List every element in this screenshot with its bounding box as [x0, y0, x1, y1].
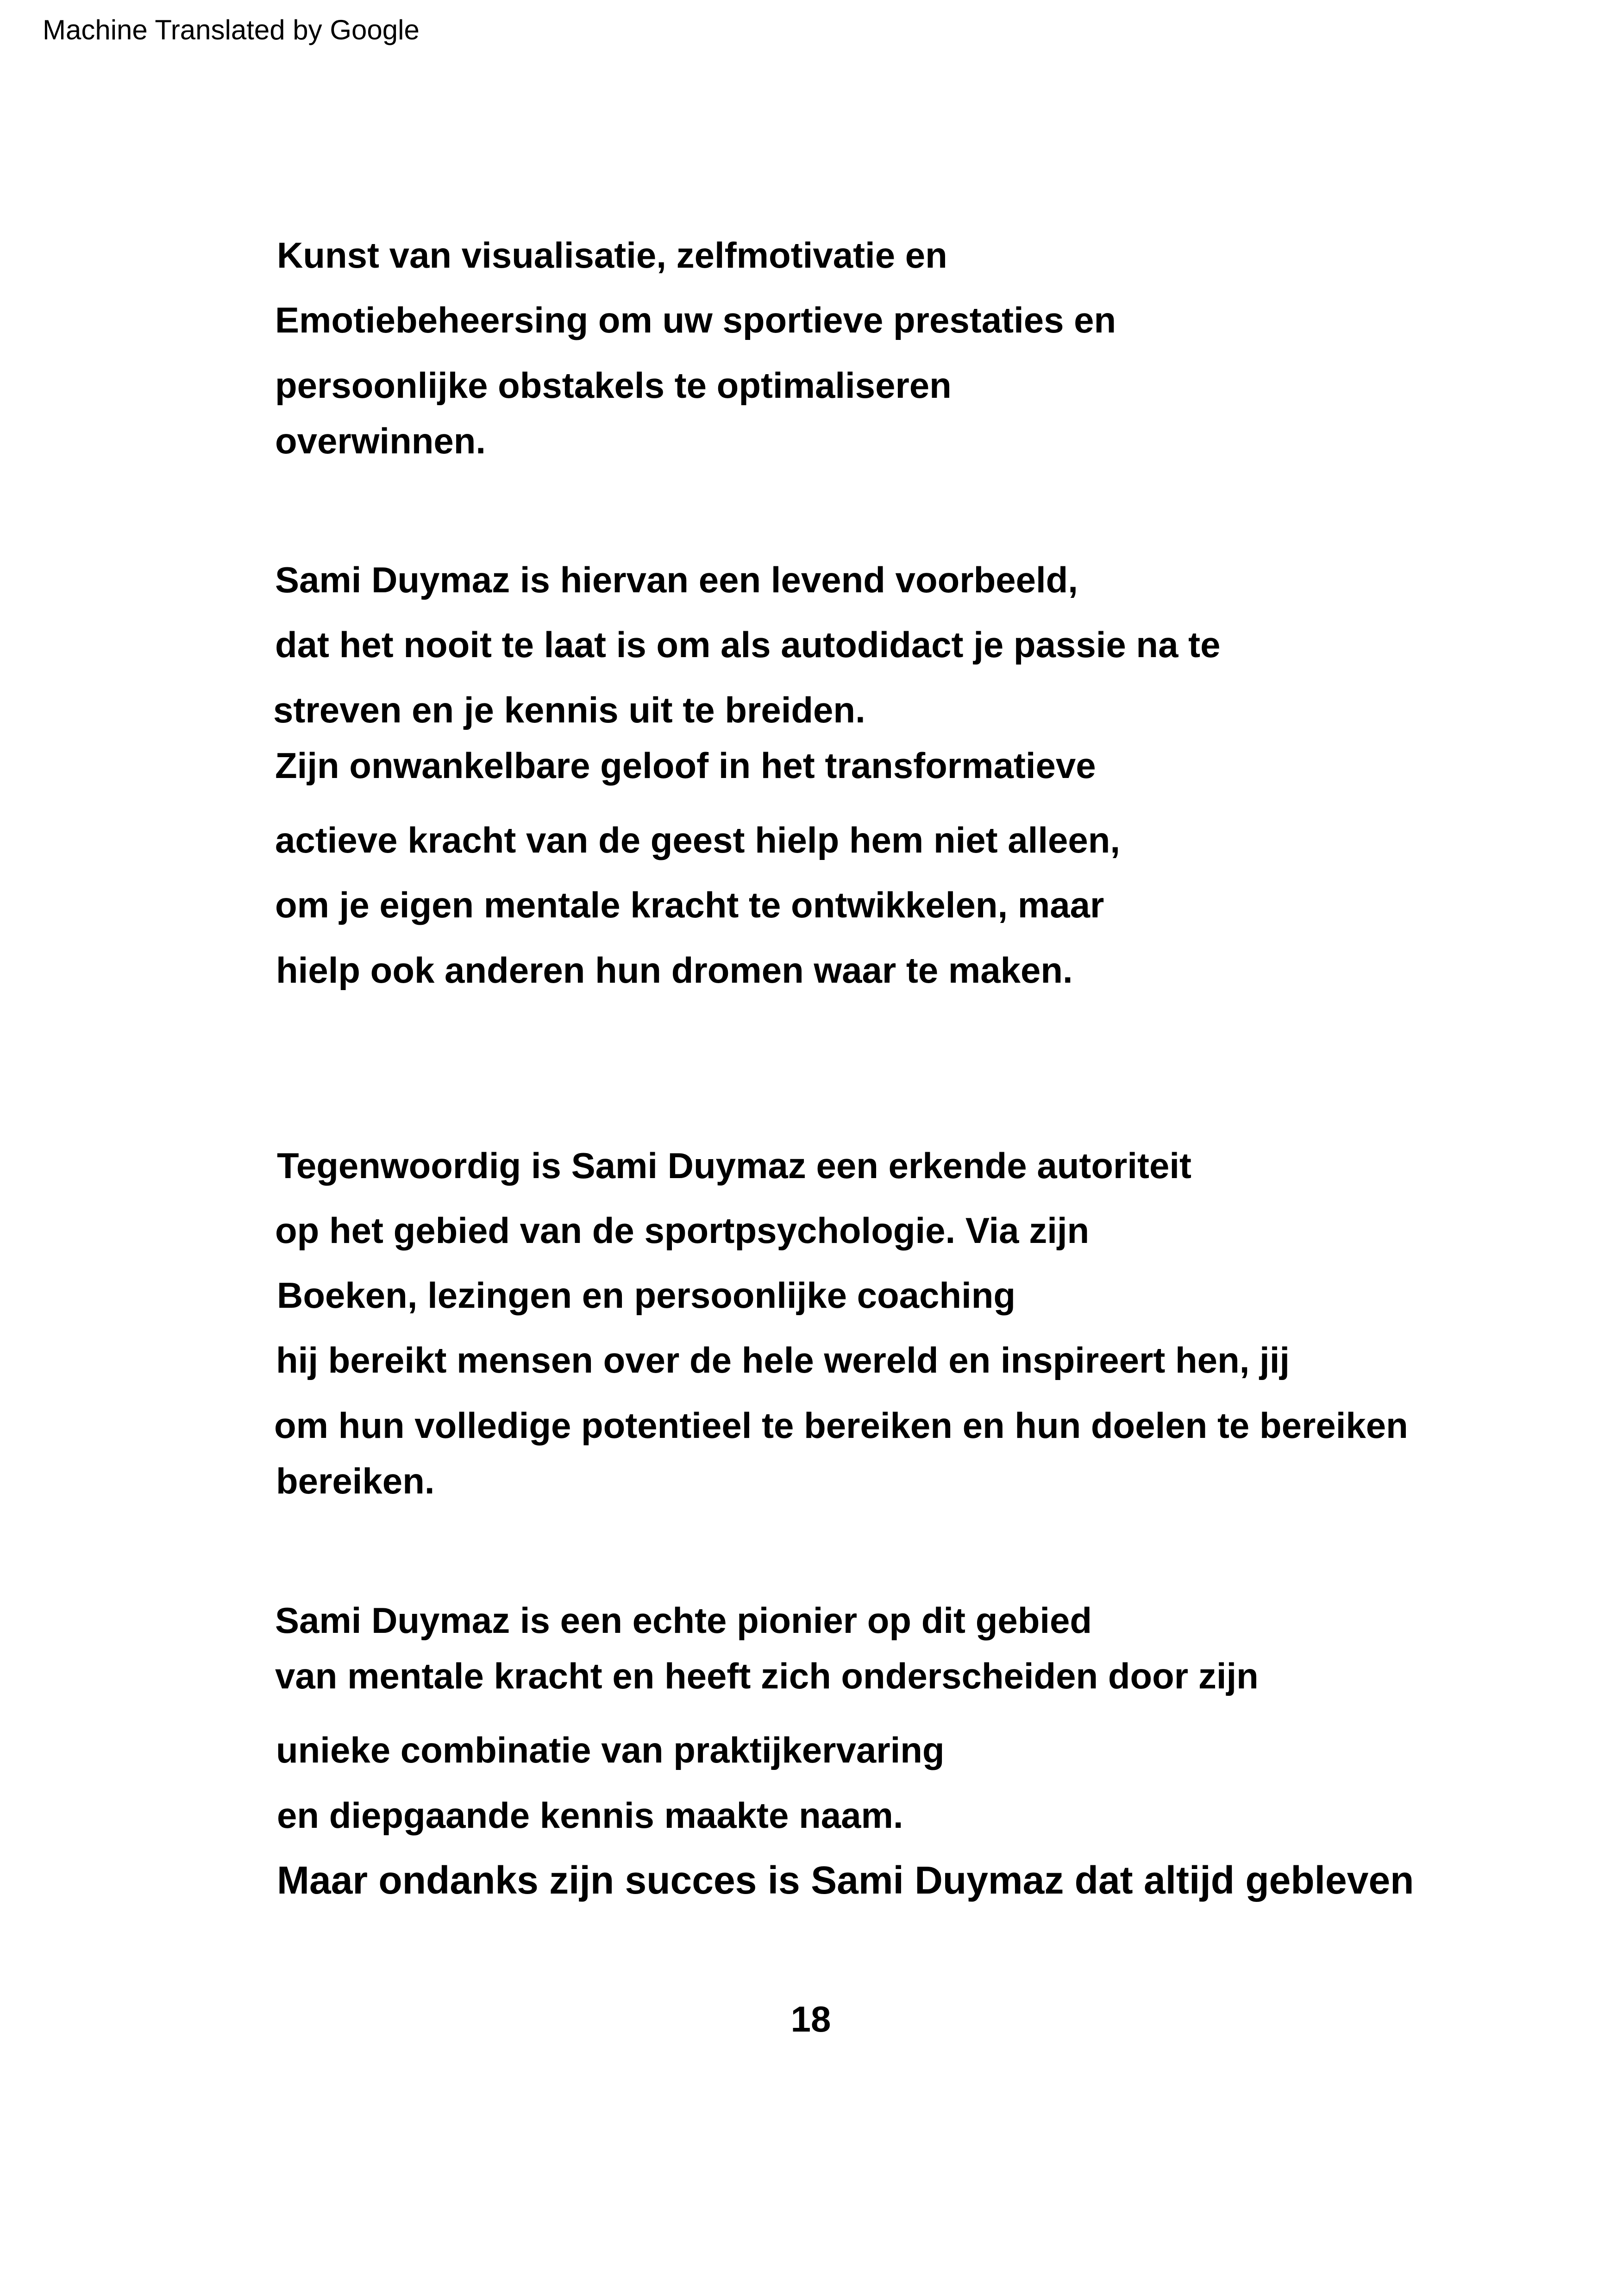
body-line: persoonlijke obstakels te optimaliseren — [275, 365, 952, 406]
body-line: Zijn onwankelbare geloof in het transformatieve — [275, 745, 1096, 786]
body-line: op het gebied van de sportpsychologie. Via zijn — [275, 1210, 1090, 1251]
machine-translation-note: Machine Translated by Google — [43, 14, 420, 45]
page-number: 18 — [790, 1999, 831, 2039]
body-line: bereiken. — [276, 1461, 435, 1501]
body-line: en diepgaande kennis maakte naam. — [277, 1795, 903, 1836]
body-line: actieve kracht van de geest hielp hem niet alleen, — [275, 820, 1121, 860]
body-line: dat het nooit te laat is om als autodidact je passie na te — [275, 624, 1221, 665]
body-line: Boeken, lezingen en persoonlijke coaching — [277, 1275, 1016, 1316]
body-line: hielp ook anderen hun dromen waar te maken. — [276, 950, 1073, 991]
body-line: van mentale kracht en heeft zich onderscheiden door zijn — [275, 1656, 1259, 1696]
body-line: Maar ondanks zijn succes is Sami Duymaz dat altijd gebleven — [277, 1858, 1414, 1902]
body-line: om je eigen mentale kracht te ontwikkelen, maar — [275, 885, 1104, 925]
body-line: Tegenwoordig is Sami Duymaz een erkende autoriteit — [277, 1145, 1192, 1186]
body-line: Sami Duymaz is een echte pionier op dit gebied — [275, 1600, 1092, 1641]
body-line: Emotiebeheersing om uw sportieve prestaties en — [275, 300, 1116, 340]
body-line: streven en je kennis uit te breiden. — [273, 690, 865, 730]
body-line: overwinnen. — [275, 420, 486, 461]
body-line: om hun volledige potentieel te bereiken en hun doelen te bereiken — [274, 1405, 1408, 1446]
body-line: unieke combinatie van praktijkervaring — [276, 1730, 945, 1770]
body-line: hij bereikt mensen over de hele wereld en inspireert hen, jij — [276, 1340, 1290, 1380]
body-line: Sami Duymaz is hiervan een levend voorbeeld, — [275, 559, 1078, 600]
body-line: Kunst van visualisatie, zelfmotivatie en — [277, 235, 947, 276]
